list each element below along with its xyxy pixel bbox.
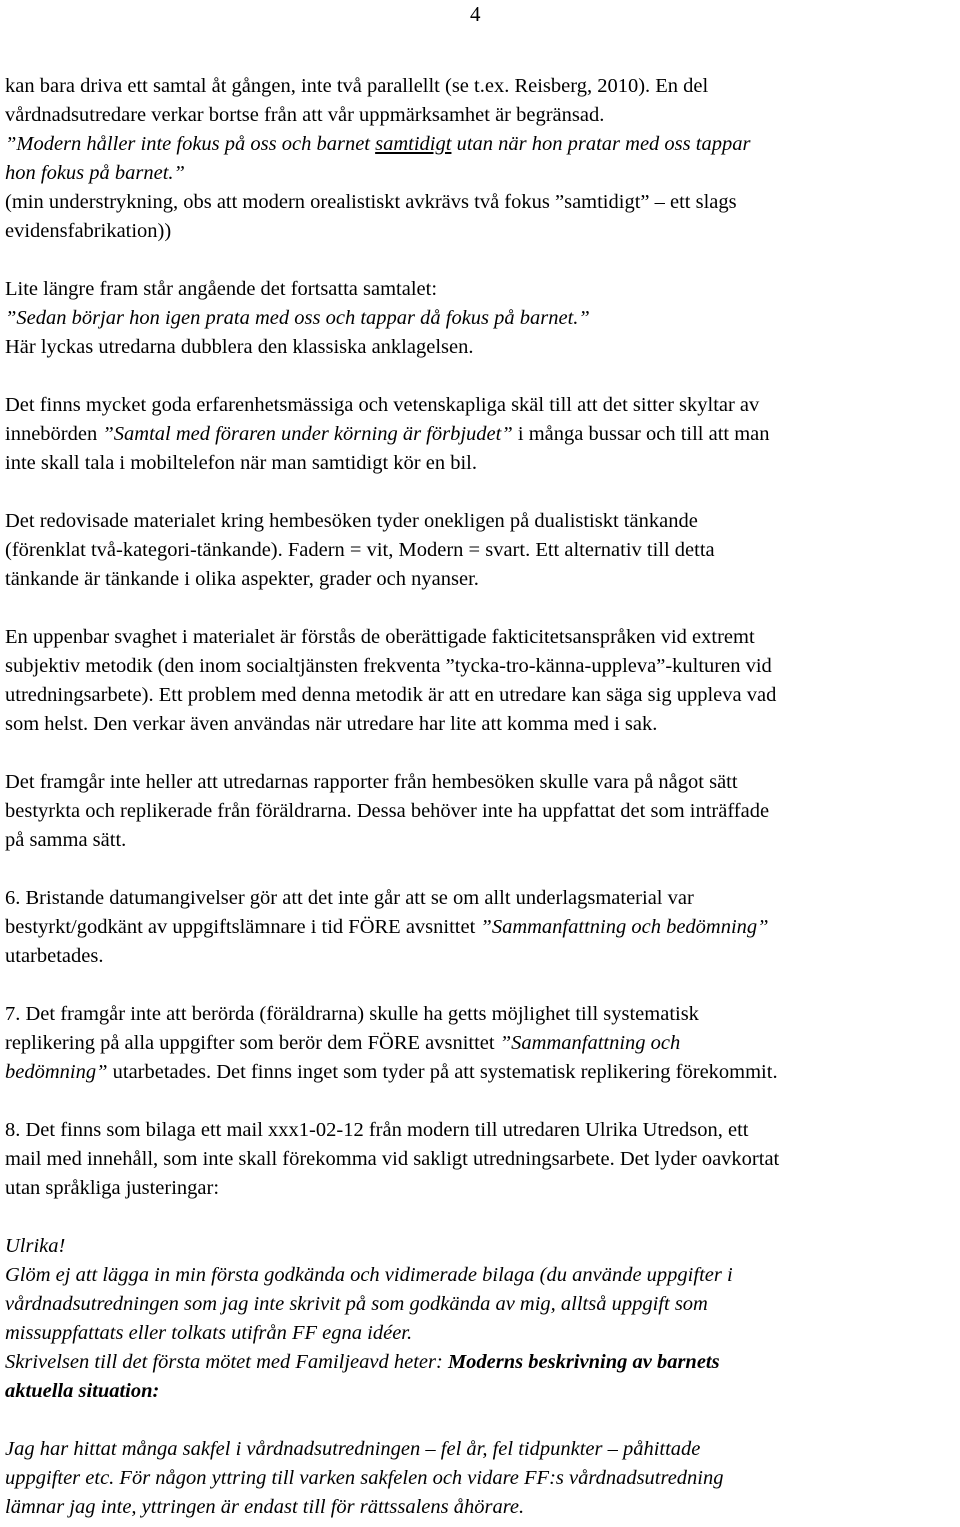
text-line: Det framgår inte heller att utredarnas rapporter från hembesöken skulle vara på något sätt — [5, 771, 738, 793]
text-line: kan bara driva ett samtal åt gången, inte två parallellt (se t.ex. Reisberg, 2010). En del — [5, 75, 709, 97]
text-line: utan språkliga justeringar: — [5, 1177, 220, 1199]
page-number: 4 — [470, 2, 481, 26]
mail-greeting — [5, 1232, 960, 1261]
text-line: 7. Det framgår inte att berörda (föräldrarna) skulle ha getts möjlighet till systematisk — [5, 1003, 699, 1025]
quoted-mail — [5, 1232, 960, 1522]
mail-line — [5, 1319, 960, 1348]
quote-line — [5, 304, 960, 333]
text-line: Det redovisade materialet kring hembesöken tyder onekligen på dualistiskt tänkande — [5, 510, 698, 532]
text-line: (min understrykning, obs att modern orealistiskt avkrävs två fokus ”samtidigt” – ett slags — [5, 191, 737, 213]
text-line: vårdnadsutredare verkar bortse från att vår uppmärksamhet är begränsad. — [5, 104, 605, 126]
mail-line — [5, 1261, 960, 1290]
quote-line — [5, 159, 960, 188]
text-line — [5, 420, 960, 449]
italic-quote: ”Sammanfattning och — [499, 1032, 681, 1054]
mail-line — [5, 1290, 960, 1319]
mail-text: lämnar jag inte, yttringen är endast till för rättssalens åhörare. — [5, 1496, 525, 1518]
text-line — [5, 913, 960, 942]
text-line: bestyrkta och replikerade från föräldrarna. Dessa behöver inte ha uppfattat det som inträffade — [5, 800, 770, 822]
italic-quote: ”Sammanfattning och bedömning” — [480, 916, 769, 938]
text-line: inte skall tala i mobiltelefon när man samtidigt kör en bil. — [5, 452, 477, 474]
quote-text: ”Sedan börjar hon igen prata med oss och tappar då fokus på barnet.” — [5, 307, 590, 329]
paragraph-intro — [5, 72, 960, 246]
text-line: Det finns mycket goda erfarenhetsmässiga och vetenskapliga skäl till att det sitter skyltar av — [5, 394, 760, 416]
text-line — [5, 1058, 960, 1087]
paragraph-signs — [5, 391, 960, 478]
quote-text: hon fokus på barnet.” — [5, 162, 185, 184]
mail-text: missuppfattats eller tolkats utifrån FF egna idéer. — [5, 1322, 413, 1344]
mail-text: Ulrika! — [5, 1235, 66, 1257]
text-line: som helst. Den verkar även användas när utredare har lite att komma med i sak. — [5, 713, 658, 735]
mail-text: vårdnadsutredningen som jag inte skrivit på som godkända av mig, alltså uppgift som — [5, 1293, 708, 1315]
text-line: utarbetades. — [5, 945, 104, 967]
mail-text: Jag har hittat många sakfel i vårdnadsutredningen – fel år, fel tidpunkter – påhittade — [5, 1438, 701, 1460]
quote-text: utan när hon pratar med oss tappar — [451, 133, 751, 155]
underlined-word: samtidigt — [375, 133, 452, 155]
text-line: En uppenbar svaghet i materialet är förstås de oberättigade fakticitetsanspråken vid extremt — [5, 626, 755, 648]
mail-line — [5, 1464, 960, 1493]
text-line: utredningsarbete). Ett problem med denna metodik är att en utredare kan säga sig uppleva vad — [5, 684, 777, 706]
quote-text: ”Modern håller inte fokus på oss och barnet — [5, 133, 376, 155]
text-line: subjektiv metodik (den inom socialtjänsten frekventa ”tycka-tro-känna-uppleva”-kulturen vid — [5, 655, 772, 677]
text-line: evidensfabrikation)) — [5, 220, 172, 242]
text-line: tänkande är tänkande i olika aspekter, grader och nyanser. — [5, 568, 479, 590]
text-span: replikering på alla uppgifter som berör dem FÖRE avsnittet — [5, 1032, 500, 1054]
text-line: på samma sätt. — [5, 829, 127, 851]
document-body — [5, 72, 960, 1522]
paragraph-item-6 — [5, 884, 960, 971]
mail-line — [5, 1493, 960, 1522]
paragraph-reports — [5, 768, 960, 855]
paragraph-continuation — [5, 275, 960, 362]
text-line: 6. Bristande datumangivelser gör att det inte går att se om allt underlagsmaterial var — [5, 887, 694, 909]
text-line: (förenklat två-kategori-tänkande). Fadern = vit, Modern = svart. Ett alternativ till detta — [5, 539, 715, 561]
mail-line — [5, 1348, 960, 1377]
text-span: innebörden — [5, 423, 103, 445]
mail-text: uppgifter etc. För någon yttring till varken sakfelen och vidare FF:s vårdnadsutredning — [5, 1467, 724, 1489]
text-span: i många bussar och till att man — [512, 423, 770, 445]
text-line: Lite längre fram står angående det fortsatta samtalet: — [5, 278, 438, 300]
italic-quote: bedömning” — [5, 1061, 108, 1083]
text-line: Här lyckas utredarna dubblera den klassiska anklagelsen. — [5, 336, 474, 358]
text-span: bestyrkt/godkänt av uppgiftslämnare i tid FÖRE avsnittet — [5, 916, 481, 938]
text-line: mail med innehåll, som inte skall förekomma vid sakligt utredningsarbete. Det lyder oavkortat — [5, 1148, 780, 1170]
quote-line — [5, 130, 960, 159]
mail-line — [5, 1435, 960, 1464]
paragraph-weakness — [5, 623, 960, 739]
paragraph-item-7 — [5, 1000, 960, 1087]
mail-bold-title: aktuella situation: — [5, 1380, 160, 1402]
text-line — [5, 1029, 960, 1058]
paragraph-dualism — [5, 507, 960, 594]
italic-quote: ”Samtal med föraren under körning är förbjudet” — [102, 423, 513, 445]
mail-bold-title: Moderns beskrivning av barnets — [447, 1351, 720, 1373]
text-line: 8. Det finns som bilaga ett mail xxx1-02-12 från modern till utredaren Ulrika Utredson, ett — [5, 1119, 749, 1141]
paragraph-item-8 — [5, 1116, 960, 1203]
text-span: utarbetades. Det finns inget som tyder på att systematisk replikering förekommit. — [107, 1061, 778, 1083]
mail-text: Glöm ej att lägga in min första godkända och vidimerade bilaga (du använde uppgifter i — [5, 1264, 733, 1286]
mail-text: Skrivelsen till det första mötet med Familjeavd heter: — [5, 1351, 448, 1373]
mail-line — [5, 1377, 960, 1406]
